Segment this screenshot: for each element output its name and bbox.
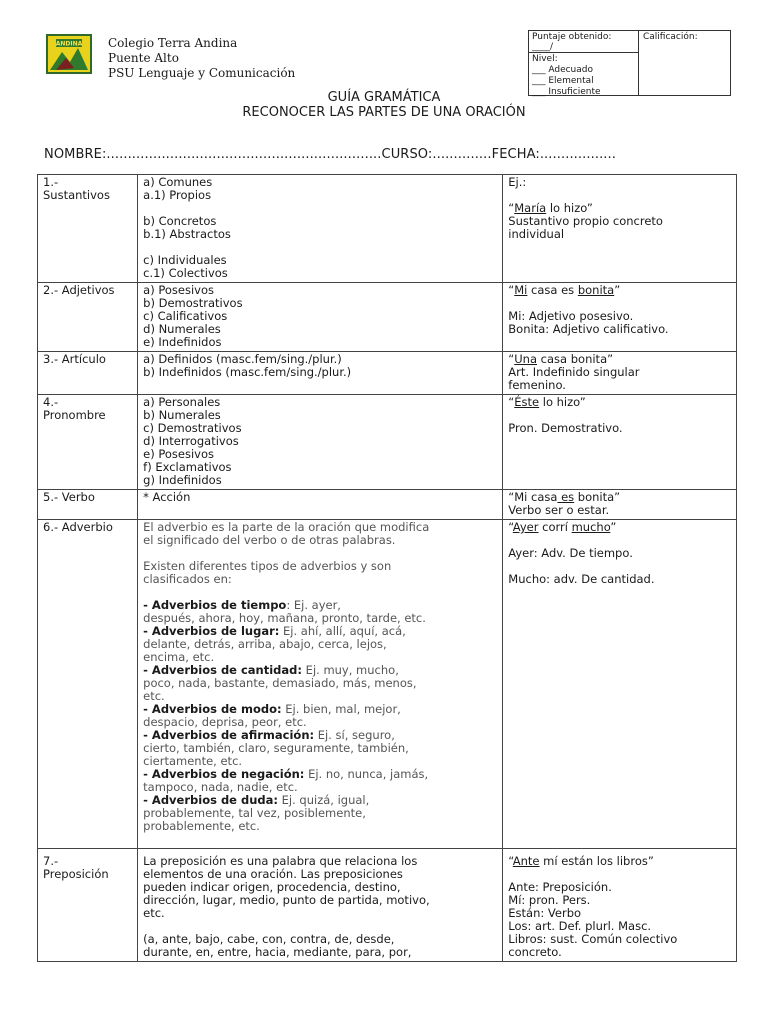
table-row xyxy=(38,849,737,962)
type-item: f) Exclamativos xyxy=(143,460,232,474)
types-cell xyxy=(138,283,503,352)
example-line: individual xyxy=(508,227,565,241)
adverb-category: - Adverbios de cantidad: Ej. muy, mucho, xyxy=(143,663,399,677)
example-cell xyxy=(503,283,737,352)
example-sentence: “Mi casa es bonita” xyxy=(508,283,621,297)
row-label: Sustantivos xyxy=(43,188,110,202)
type-item: e) Indefinidos xyxy=(143,335,222,349)
adverb-category: - Adverbios de modo: Ej. bien, mal, mejor, xyxy=(143,702,401,716)
type-item: a) Posesivos xyxy=(143,283,214,297)
type-item: a.1) Propios xyxy=(143,188,212,202)
score-left xyxy=(529,31,639,95)
type-item: a) Personales xyxy=(143,395,221,409)
category-cell xyxy=(38,520,138,849)
type-item: b.1) Abstractos xyxy=(143,227,231,241)
type-item: d) Interrogativos xyxy=(143,434,239,448)
adverb-line: encima, etc. xyxy=(143,650,215,664)
example-line: Mí: pron. Pers. xyxy=(508,893,591,907)
category-cell xyxy=(38,490,138,520)
example-line: Pron. Demostrativo. xyxy=(508,421,623,435)
row-label: 3.- Artículo xyxy=(43,352,106,366)
example-line: femenino. xyxy=(508,378,566,392)
row-label: Preposición xyxy=(43,867,109,881)
adverb-category: - Adverbios de duda: Ej. quizá, igual, xyxy=(143,793,370,807)
text-line: elementos de una oración. Las preposiciones xyxy=(143,867,403,881)
example-sentence: “Una casa bonita” xyxy=(508,352,614,366)
puntaje-cell xyxy=(529,31,638,53)
table-row xyxy=(38,520,737,849)
table-row xyxy=(38,395,737,490)
types-cell xyxy=(138,849,503,962)
example-line: Ante: Preposición. xyxy=(508,880,612,894)
row-label: 1.- xyxy=(43,175,59,189)
school-location: Puente Alto xyxy=(108,51,179,65)
row-label: 2.- Adjetivos xyxy=(43,283,115,297)
example-sentence: “Ayer corrí mucho” xyxy=(508,520,617,534)
type-item: e) Posesivos xyxy=(143,447,215,461)
adverb-line: probablemente, tal vez, posiblemente, xyxy=(143,806,366,820)
type-item: b) Numerales xyxy=(143,408,221,422)
nivel-option-insuficiente[interactable]: ___ Insuficiente xyxy=(532,87,601,97)
school-logo xyxy=(46,34,92,74)
adverb-line: despacio, deprisa, peor, etc. xyxy=(143,715,307,729)
example-sentence: “Ante mí están los libros” xyxy=(508,854,654,868)
text-line: pueden indicar origen, procedencia, destino, xyxy=(143,880,401,894)
example-line: Ayer: Adv. De tiempo. xyxy=(508,546,633,560)
types-cell xyxy=(138,395,503,490)
type-item: c) Demostrativos xyxy=(143,421,242,435)
example-line: concreto. xyxy=(508,945,562,959)
adverb-line: poco, nada, bastante, demasiado, más, menos, xyxy=(143,676,417,690)
nivel-option-elemental[interactable]: ___ Elemental xyxy=(532,76,594,86)
school-info xyxy=(108,36,295,81)
type-item: b) Indefinidos (masc.fem/sing./plur.) xyxy=(143,365,352,379)
school-name: Colegio Terra Andina xyxy=(108,36,238,50)
type-item: b) Demostrativos xyxy=(143,296,243,310)
category-cell xyxy=(38,352,138,395)
example-sentence: “Éste lo hizo” xyxy=(508,395,586,409)
type-item: c) Calificativos xyxy=(143,309,228,323)
intro-line: el significado del verbo o de otras palabras. xyxy=(143,533,396,547)
table-row xyxy=(38,352,737,395)
adverb-line: probablemente, etc. xyxy=(143,819,260,833)
grammar-table xyxy=(37,174,737,962)
example-cell xyxy=(503,849,737,962)
text-line: etc. xyxy=(143,906,165,920)
category-cell xyxy=(38,395,138,490)
student-form-line[interactable]: NOMBRE:.................................................................CURSO:..............FECHA:.................. xyxy=(44,147,617,162)
types-cell xyxy=(138,352,503,395)
adverb-line: después, ahora, hoy, mañana, pronto, tarde, etc. xyxy=(143,611,426,625)
example-sentence: “Mi casa es bonita” xyxy=(508,490,621,504)
guide-title: GUÍA GRAMÁTICA xyxy=(327,90,441,105)
intro-line: Existen diferentes tipos de adverbios y son xyxy=(143,559,392,573)
category-cell xyxy=(38,283,138,352)
text-line: (a, ante, bajo, cabe, con, contra, de, desde, xyxy=(143,932,395,946)
example-line: Bonita: Adjetivo calificativo. xyxy=(508,322,669,336)
adverb-category: - Adverbios de lugar: Ej. ahí, allí, aquí, acá, xyxy=(143,624,406,638)
example-cell xyxy=(503,520,737,849)
table-row xyxy=(38,490,737,520)
type-item: * Acción xyxy=(143,490,191,504)
nivel-option-adecuado[interactable]: ___ Adecuado xyxy=(532,65,593,75)
adverb-line: cierto, también, claro, seguramente, también, xyxy=(143,741,409,755)
types-cell xyxy=(138,490,503,520)
category-cell xyxy=(38,175,138,283)
example-line: Mucho: adv. De cantidad. xyxy=(508,572,655,586)
type-item: b) Concretos xyxy=(143,214,217,228)
example-line: Art. Indefinido singular xyxy=(508,365,640,379)
type-item: c) Individuales xyxy=(143,253,227,267)
adverb-line: ciertamente, etc. xyxy=(143,754,243,768)
example-line: Están: Verbo xyxy=(508,906,582,920)
score-box xyxy=(528,30,731,96)
type-item: a) Definidos (masc.fem/sing./plur.) xyxy=(143,352,342,366)
intro-line: El adverbio es la parte de la oración que modifica xyxy=(143,520,430,534)
row-label: Pronombre xyxy=(43,408,106,422)
adverb-category: - Adverbios de tiempo: Ej. ayer, xyxy=(143,598,341,612)
example-line: Libros: sust. Común colectivo xyxy=(508,932,678,946)
row-label: 7.- xyxy=(43,854,59,868)
row-label: 4.- xyxy=(43,395,59,409)
row-label: 5.- Verbo xyxy=(43,490,95,504)
calificacion-label: Calificación: xyxy=(643,32,698,42)
guide-subtitle: RECONOCER LAS PARTES DE UNA ORACIÓN xyxy=(242,105,526,120)
adverb-line: tampoco, nada, nadie, etc. xyxy=(143,780,298,794)
school-subject: PSU Lenguaje y Comunicación xyxy=(108,66,296,80)
types-cell xyxy=(138,520,503,849)
table-row xyxy=(38,283,737,352)
example-line: Verbo ser o estar. xyxy=(508,503,610,517)
category-cell xyxy=(38,849,138,962)
puntaje-value[interactable]: ____/ xyxy=(532,42,554,52)
text-line: durante, en, entre, hacia, mediante, para, por, xyxy=(143,945,412,959)
adverb-category: - Adverbios de negación: Ej. no, nunca, jamás, xyxy=(143,767,429,781)
example-line: Sustantivo propio concreto xyxy=(508,214,663,228)
example-cell xyxy=(503,395,737,490)
nivel-label: Nivel: xyxy=(532,54,558,64)
type-item: g) Indefinidos xyxy=(143,473,222,487)
intro-line: clasificados en: xyxy=(143,572,232,586)
types-cell xyxy=(138,175,503,283)
adverb-line: delante, detrás, arriba, abajo, cerca, lejos, xyxy=(143,637,387,651)
type-item: d) Numerales xyxy=(143,322,221,336)
adverb-category: - Adverbios de afirmación: Ej. sí, seguro, xyxy=(143,728,395,742)
adverb-line: etc. xyxy=(143,689,165,703)
text-line: dirección, lugar, medio, punto de partida, motivo, xyxy=(143,893,430,907)
example-cell xyxy=(503,175,737,283)
example-cell xyxy=(503,490,737,520)
example-cell xyxy=(503,352,737,395)
example-line: Los: art. Def. plurl. Masc. xyxy=(508,919,652,933)
example-line: Ej.: xyxy=(508,175,527,189)
text-line: La preposición es una palabra que relaciona los xyxy=(143,854,418,868)
example-sentence: “María lo hizo” xyxy=(508,201,593,215)
table-row xyxy=(38,175,737,283)
puntaje-label: Puntaje obtenido: xyxy=(532,32,612,42)
logo-text: ANDINA xyxy=(55,40,83,48)
type-item: c.1) Colectivos xyxy=(143,266,228,280)
row-label: 6.- Adverbio xyxy=(43,520,113,534)
type-item: a) Comunes xyxy=(143,175,213,189)
example-line: Mi: Adjetivo posesivo. xyxy=(508,309,634,323)
